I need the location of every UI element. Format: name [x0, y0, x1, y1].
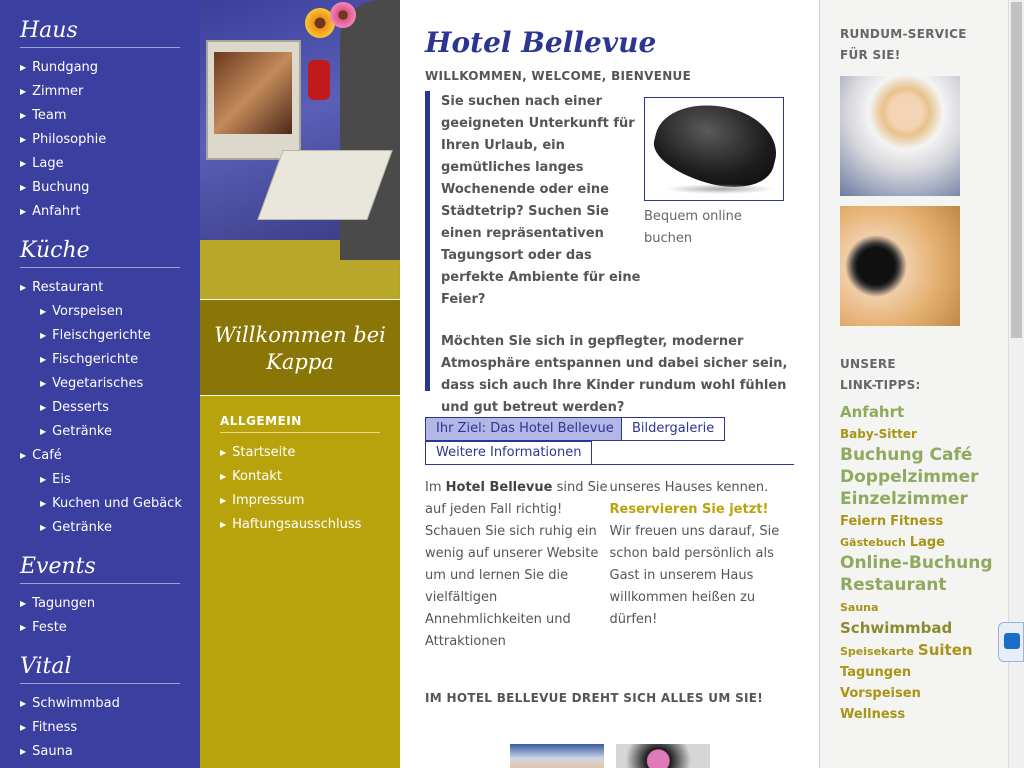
- tag-link[interactable]: Baby-Sitter: [840, 427, 917, 441]
- bullet-icon: ▶: [40, 355, 47, 364]
- left-navigation: [0, 0, 200, 768]
- bullet-icon: ▶: [220, 520, 227, 529]
- bullet-icon: ▶: [40, 499, 47, 508]
- nav-item-label: Schwimmbad: [32, 696, 120, 711]
- nav-item-label: Team: [32, 108, 67, 123]
- nav-item-buchung[interactable]: [20, 176, 180, 200]
- tag-link[interactable]: Restaurant: [840, 575, 947, 595]
- nav-section-title: Haus: [20, 18, 180, 48]
- teamviewer-icon: [1004, 633, 1020, 649]
- intro-block: [425, 91, 794, 415]
- tag-link[interactable]: Vorspeisen: [840, 686, 921, 701]
- photo-screen: [214, 52, 292, 134]
- tag-link[interactable]: Feiern: [840, 514, 887, 529]
- nav-section-title: Küche: [20, 238, 180, 268]
- nav-section-vital: [20, 654, 180, 764]
- link-tips-heading: [840, 354, 988, 396]
- service-heading-line: FÜR SIE!: [840, 48, 901, 62]
- reserve-now-link[interactable]: Reservieren Sie jetzt!: [609, 502, 769, 517]
- bullet-icon: ▶: [40, 403, 47, 412]
- bullet-icon: ▶: [20, 207, 27, 216]
- nav-item-label: Café: [32, 448, 62, 463]
- bullet-icon: ▶: [20, 747, 27, 756]
- welcome-heading: WILLKOMMEN, WELCOME, BIENVENUE: [425, 69, 692, 83]
- photo-flower: [330, 2, 356, 28]
- bullet-icon: ▶: [40, 331, 47, 340]
- nav-section-events: [20, 554, 180, 640]
- nav-section-title: Vital: [20, 654, 180, 684]
- tag-link[interactable]: Lage: [909, 535, 945, 550]
- menu-item-haftungsausschluss[interactable]: [220, 513, 380, 537]
- bullet-icon: ▶: [20, 723, 27, 732]
- tag-link[interactable]: Gästebuch: [840, 536, 906, 549]
- nav-item-label: Philosophie: [32, 132, 107, 147]
- main-content: [400, 0, 820, 768]
- welcome-box: [200, 300, 400, 396]
- nav-item-vegetarisches[interactable]: [20, 372, 180, 396]
- right-sidebar: [820, 0, 1008, 768]
- teamviewer-widget[interactable]: [998, 622, 1024, 662]
- nav-item-fleischgerichte[interactable]: [20, 324, 180, 348]
- nav-item-label: Getränke: [52, 520, 112, 535]
- bullet-icon: ▶: [20, 63, 27, 72]
- nav-item-label: Fitness: [32, 720, 78, 735]
- welcome-line-1: Willkommen bei: [214, 323, 386, 347]
- computer-mouse-image[interactable]: [644, 97, 784, 201]
- mouse-icon: [647, 97, 784, 198]
- nav-item-label: Kuchen und Gebäck: [52, 496, 182, 511]
- bullet-icon: ▶: [20, 111, 27, 120]
- menu-item-impressum[interactable]: [220, 489, 380, 513]
- text: sind Sie auf jeden Fall richtig! Schauen Sie sich ruhig ein wenig auf unserer Website um und lernen Sie die vielfältigen Annehmlichkeiten und Attraktionen: [425, 480, 608, 649]
- secondary-column: [200, 0, 400, 768]
- nav-item-label: Vegetarisches: [52, 376, 144, 391]
- camera-woman-photo: [840, 206, 960, 326]
- bullet-icon: ▶: [220, 496, 227, 505]
- nav-item-label: Rundgang: [32, 60, 99, 75]
- bullet-icon: ▶: [20, 87, 27, 96]
- nav-item-label: Anfahrt: [32, 204, 81, 219]
- tag-link[interactable]: Wellness: [840, 707, 906, 722]
- nav-section-kueche: [20, 238, 180, 540]
- page-title: Hotel Bellevue: [425, 26, 657, 59]
- nav-item-label: Sauna: [32, 744, 73, 759]
- nav-item-label: Getränke: [52, 424, 112, 439]
- content-column-1: [425, 477, 610, 653]
- nav-item-label: Zimmer: [32, 84, 84, 99]
- nav-item-label: Vorspeisen: [52, 304, 123, 319]
- bullet-icon: ▶: [20, 283, 27, 292]
- nav-item-lage[interactable]: [20, 152, 180, 176]
- content-column-2: [610, 477, 795, 653]
- nav-item-label: Buchung: [32, 180, 90, 195]
- bullet-icon: ▶: [220, 448, 227, 457]
- mouse-shadow: [665, 184, 775, 194]
- nav-item-kuchen[interactable]: [20, 492, 180, 516]
- nav-item-feste[interactable]: [20, 616, 180, 640]
- tab-bar: [425, 417, 794, 465]
- text: unseres Hauses kennen.: [609, 480, 769, 495]
- nav-item-restaurant[interactable]: [20, 276, 180, 300]
- nav-item-label: Fischgerichte: [52, 352, 139, 367]
- thumbnail-image[interactable]: [616, 744, 710, 768]
- nav-section-haus: [20, 18, 180, 224]
- photo-person: [340, 0, 400, 260]
- service-heading-line: RUNDUM-SERVICE: [840, 27, 967, 41]
- nav-item-label: Feste: [32, 620, 67, 635]
- image-caption: Bequem online buchen: [644, 209, 742, 246]
- nav-item-vorspeisen[interactable]: [20, 300, 180, 324]
- bullet-icon: ▶: [220, 472, 227, 481]
- tag-link[interactable]: Anfahrt: [840, 403, 905, 421]
- link-tips-heading-line: UNSERE: [840, 357, 896, 371]
- bullet-icon: ▶: [40, 475, 47, 484]
- thumbnail-image[interactable]: [510, 744, 604, 768]
- tab-bildergalerie[interactable]: Bildergalerie: [621, 417, 725, 441]
- bullet-icon: ▶: [20, 599, 27, 608]
- tag-link[interactable]: Sauna: [840, 601, 879, 614]
- bullet-icon: ▶: [40, 379, 47, 388]
- allgemein-menu: [200, 396, 400, 555]
- nav-item-label: Tagungen: [32, 596, 96, 611]
- menu-item-kontakt[interactable]: [220, 465, 380, 489]
- bullet-icon: ▶: [40, 427, 47, 436]
- bullet-icon: ▶: [20, 623, 27, 632]
- intro-paragraph-2: Möchten Sie sich in gepflegter, moderner Atmosphäre entspannen und dabei sicher sein, dass sich auch Ihre Kinder rundum wohl fühlen und gut betreut werden?: [441, 334, 788, 415]
- allgemein-title: ALLGEMEIN: [220, 414, 380, 433]
- nav-item-cafe[interactable]: [20, 444, 180, 468]
- wedding-photo: [840, 76, 960, 196]
- nav-item-anfahrt[interactable]: [20, 200, 180, 224]
- bullet-icon: ▶: [20, 183, 27, 192]
- nav-item-tagungen[interactable]: [20, 592, 180, 616]
- tag-link[interactable]: Einzelzimmer: [840, 489, 968, 509]
- nav-item-getraenke[interactable]: [20, 420, 180, 444]
- nav-item-label: Fleischgerichte: [52, 328, 151, 343]
- nav-item-fischgerichte[interactable]: [20, 348, 180, 372]
- welcome-line-2: Kappa: [266, 350, 334, 374]
- menu-item-label: Impressum: [232, 493, 305, 508]
- nav-item-sauna[interactable]: [20, 740, 180, 764]
- service-heading: [840, 24, 988, 66]
- menu-item-startseite[interactable]: [220, 441, 380, 465]
- section-heading: IM HOTEL BELLEVUE DREHT SICH ALLES UM SIE!: [425, 691, 764, 705]
- nav-item-label: Lage: [32, 156, 64, 171]
- nav-item-schwimmbad[interactable]: [20, 692, 180, 716]
- bullet-icon: ▶: [20, 699, 27, 708]
- tag-cloud: [840, 402, 993, 725]
- bullet-icon: ▶: [20, 159, 27, 168]
- tag-link[interactable]: Fitness: [890, 514, 944, 529]
- tab-content: [425, 477, 794, 653]
- nav-item-team[interactable]: [20, 104, 180, 128]
- text: Wir freuen uns darauf, Sie schon bald persönlich als Gast in unserem Haus willkommen heißen zu dürfen!: [609, 524, 780, 627]
- nav-item-label: Desserts: [52, 400, 109, 415]
- tag-link[interactable]: Buchung Café: [840, 445, 973, 465]
- header-photo-computer-user: [200, 0, 400, 300]
- tag-link[interactable]: Tagungen: [840, 665, 912, 680]
- bullet-icon: ▶: [20, 135, 27, 144]
- nav-section-title: Events: [20, 554, 180, 584]
- bullet-icon: ▶: [40, 523, 47, 532]
- nav-item-rundgang[interactable]: [20, 56, 180, 80]
- nav-item-philosophie[interactable]: [20, 128, 180, 152]
- tab-hotel-bellevue[interactable]: Ihr Ziel: Das Hotel Bellevue: [425, 417, 625, 441]
- menu-item-label: Haftungsausschluss: [232, 517, 362, 532]
- text: Im: [425, 480, 446, 495]
- nav-item-fitness[interactable]: [20, 716, 180, 740]
- nav-item-zimmer[interactable]: [20, 80, 180, 104]
- tag-link[interactable]: Schwimmbad: [840, 619, 953, 637]
- tag-link[interactable]: Speisekarte: [840, 645, 914, 658]
- tag-link[interactable]: Online-Buchung: [840, 553, 993, 573]
- bullet-icon: ▶: [40, 307, 47, 316]
- photo-vase: [308, 60, 330, 100]
- menu-item-label: Kontakt: [232, 469, 282, 484]
- nav-item-eis[interactable]: [20, 468, 180, 492]
- nav-item-label: Eis: [52, 472, 71, 487]
- scrollbar-thumb[interactable]: [1011, 2, 1022, 338]
- nav-item-cafe-getraenke[interactable]: [20, 516, 180, 540]
- tag-link[interactable]: Suiten: [917, 641, 973, 659]
- menu-item-label: Startseite: [232, 445, 296, 460]
- link-tips-heading-line: LINK-TIPPS:: [840, 378, 921, 392]
- nav-item-desserts[interactable]: [20, 396, 180, 420]
- tag-link[interactable]: Doppelzimmer: [840, 467, 979, 487]
- intro-paragraph-1: Sie suchen nach einer geeigneten Unterkunft für Ihren Urlaub, ein gemütliches langes Wochenende oder eine Städtetrip? Suchen Sie einen repräsentativen Tagungsort oder das perfekte Ambiente für eine Feier?: [441, 94, 641, 307]
- hotel-name-strong: Hotel Bellevue: [445, 480, 553, 495]
- nav-item-label: Restaurant: [32, 280, 104, 295]
- bullet-icon: ▶: [20, 451, 27, 460]
- tab-weitere-informationen[interactable]: Weitere Informationen: [425, 441, 592, 465]
